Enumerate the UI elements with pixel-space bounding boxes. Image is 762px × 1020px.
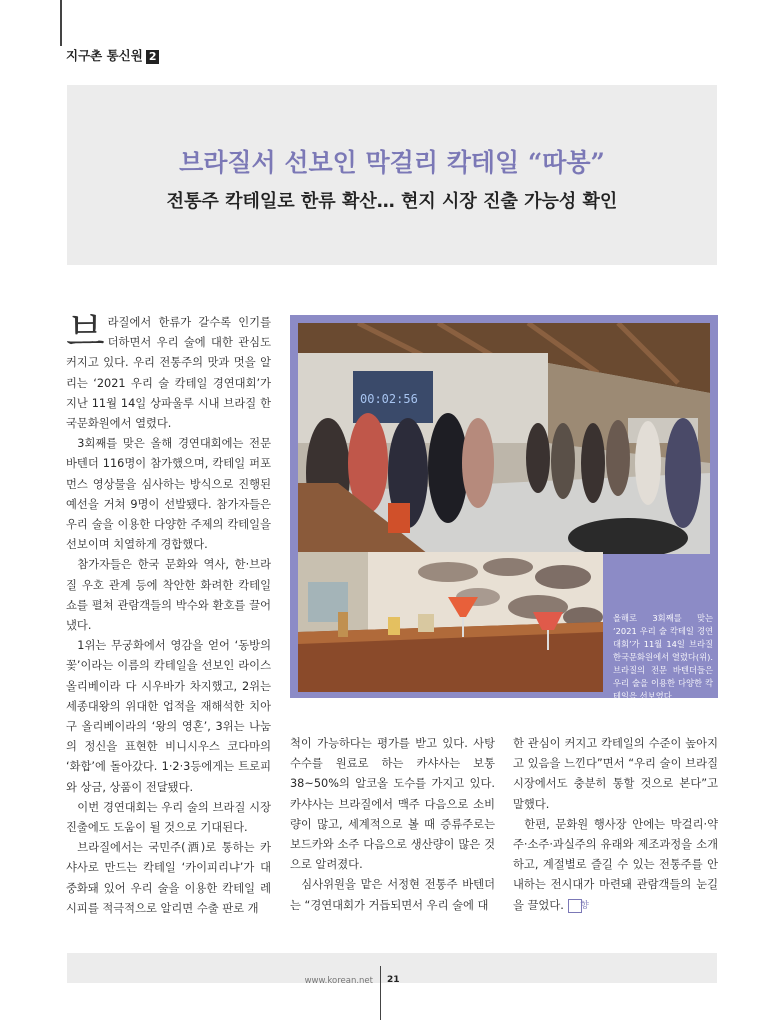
section-label	[66, 46, 159, 64]
headline: 브라질서 선보인 막걸리 칵테일 “따봉”	[179, 148, 605, 177]
body-paragraph: 3회째를 맞은 올해 경연대회에는 전문 바텐더 116명이 참가했으며, 칵테일 퍼포먼스 영상물을 심사하는 방식으로 진행된 예선을 거쳐 9명이 선발됐다. 참가자들은 우리 술을 이용한 다양한 주제의 칵테일을 선보이며 치열하게 경합했다.	[66, 437, 271, 552]
drop-cap: 브	[66, 309, 105, 355]
body-column-3	[513, 734, 718, 916]
page-number: 21	[387, 975, 400, 985]
section-title: 지구촌 통신원	[66, 48, 143, 63]
body-paragraph: 한편, 문화원 행사장 안에는 막걸리·약주·소주·과실주의 유래와 제조과정을 소개하고, 계절별로 즐길 수 있는 전통주를 안내하는 전시대가 마련돼 관람객들의 눈길을 끌었다. 향	[513, 817, 718, 912]
body-paragraph: 브라질에서는 국민주(酒)로 통하는 카샤사로 만드는 칵테일 ‘카이피리냐’가 대중화돼 있어 우리 술을 이용한 칵테일 레시피를 적극적으로 알리면 수출 판로 개	[66, 841, 271, 915]
cocktail-photo	[298, 552, 603, 692]
body-paragraph: 이번 경연대회는 우리 술의 브라질 시장 진출에도 도움이 될 것으로 기대된다.	[66, 800, 271, 835]
timer-readout: 00:02:56	[360, 392, 418, 406]
body-paragraph: 참가자들은 한국 문화와 역사, 한·브라질 우호 관계 등에 착안한 화려한 칵테일 쇼를 펼쳐 관람객들의 박수와 환호를 끌어냈다.	[66, 558, 271, 633]
body-paragraph: 심사위원을 맡은 서정현 전통주 바텐더는 “경연대회가 거듭되면서 우리 술에 대	[290, 878, 495, 912]
body-paragraph: 한 관심이 커지고 칵테일의 수준이 높아지고 있음을 느낀다”면서 “우리 술이 브라질 시장에서도 충분히 통할 것으로 본다”고 말했다.	[513, 737, 718, 811]
subheadline: 전통주 칵테일로 한류 확산… 현지 시장 진출 가능성 확인	[166, 191, 618, 212]
photo-caption: 올해로 3회째를 맞는 ‘2021 우리 술 칵테일 경연대회’가 11월 14일 브라질 한국문화원에서 열렸다(위). 브라질의 전문 바텐더들은 우리 술을 이용한 다양한 칵테일을 선보였다.	[613, 613, 713, 701]
body-paragraph: 척이 가능하다는 평가를 받고 있다. 사탕수수를 원료로 하는 카샤사는 보통 38~50%의 알코올 도수를 가지고 있다. 카샤사는 브라질에서 맥주 다음으로 소비량이 많고, 세계적으로 볼 때 증류주로는 보드카와 소주 다음으로 생산량이 많은 것으로 알려졌다.	[290, 737, 495, 872]
header-box	[67, 85, 717, 265]
section-number: 2	[146, 50, 160, 64]
top-rule	[60, 0, 62, 46]
footer-url: www.korean.net	[304, 976, 373, 986]
body-paragraph: 1위는 무궁화에서 영감을 얻어 ‘동방의 꽃’이라는 이름의 칵테일을 선보인 라이스 올리베이라 다 시우바가 차지했고, 2위는 세종대왕의 위대한 업적을 재해석한 치아구 올리베이라의 ‘왕의 영혼’, 3위는 나눔의 정신을 표현한 비니시우스 코다마의 ‘화합’에 돌아갔다. 1·2·3등에게는 트로피와 상금, 상품이 전달됐다.	[66, 639, 271, 794]
footer-rule	[380, 966, 381, 1020]
end-mark-icon: 향	[568, 899, 582, 913]
event-hall-photo	[298, 323, 710, 554]
body-column-2	[290, 734, 495, 916]
body-column-1	[66, 309, 271, 919]
photo-frame	[290, 315, 718, 701]
body-paragraph: 브라질에서 한류가 갈수록 인기를 더하면서 우리 술에 대한 관심도 커지고 있다. 우리 전통주의 맛과 멋을 알리는 ‘2021 우리 술 칵테일 경연대회’가 지난 11월 14일 상파울루 시내 브라질 한국문화원에서 열렸다.	[66, 309, 271, 431]
